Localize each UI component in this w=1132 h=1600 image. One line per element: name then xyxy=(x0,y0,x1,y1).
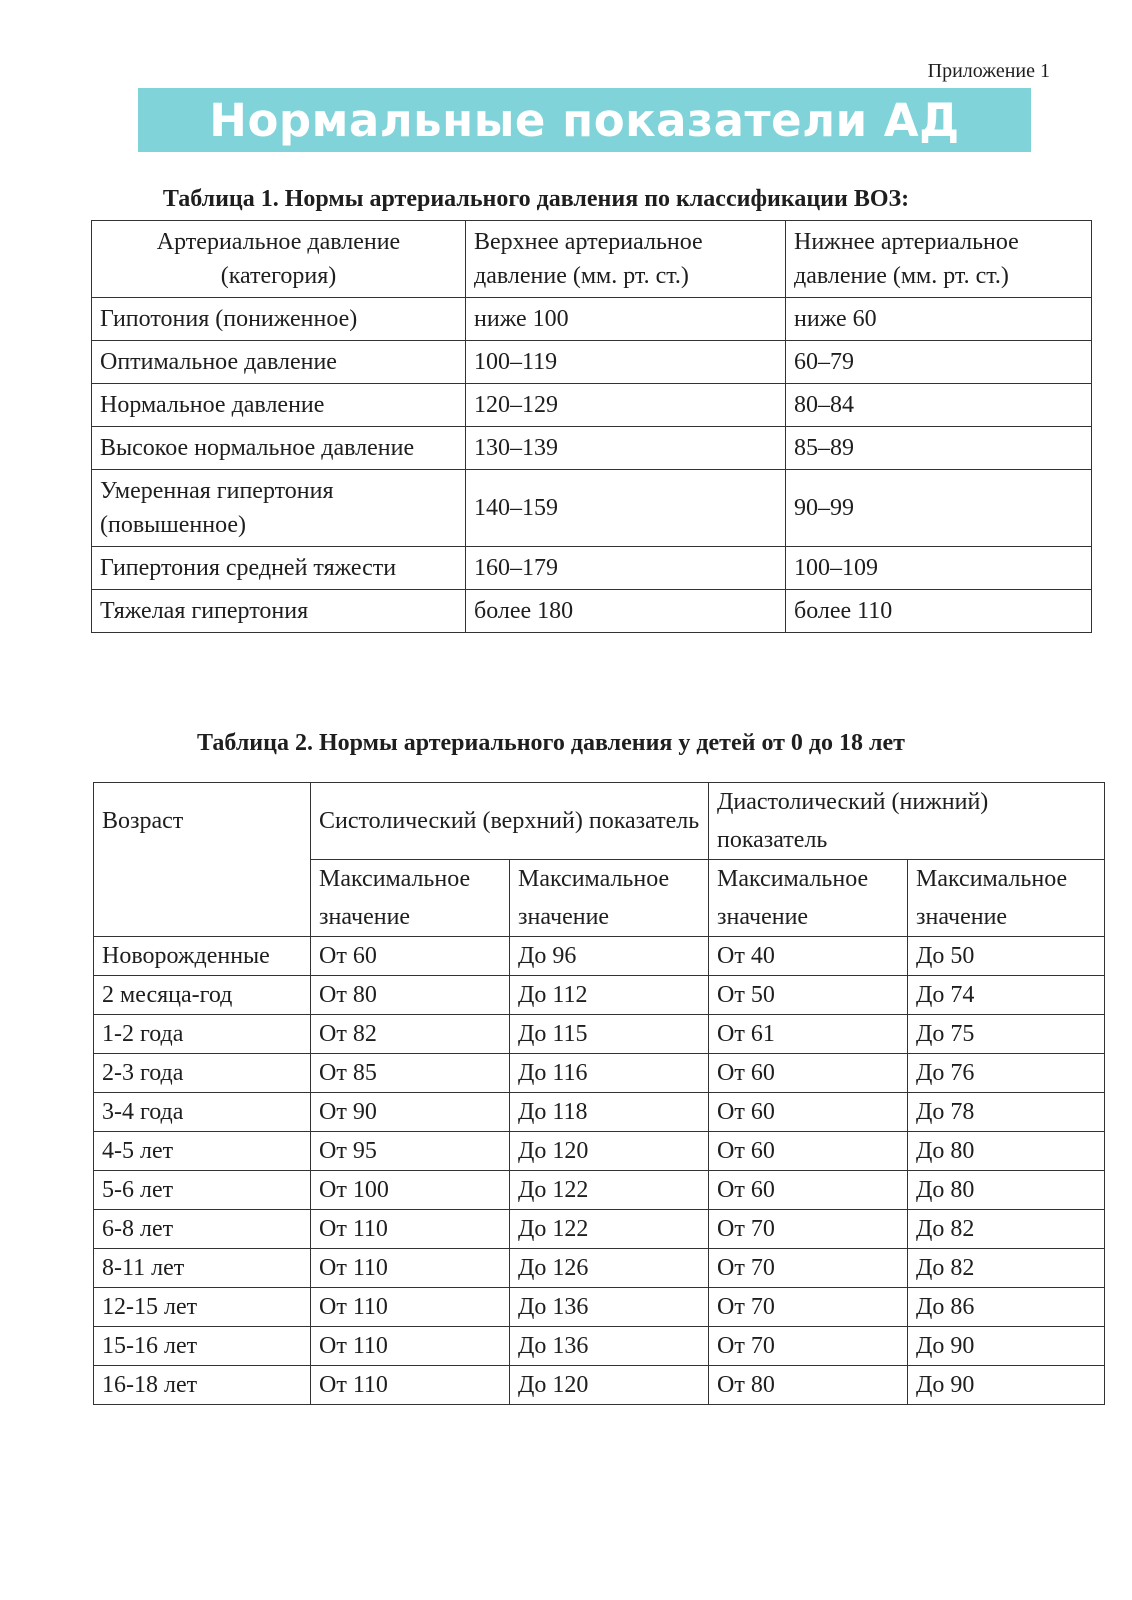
systolic-min-cell: От 110 xyxy=(311,1327,510,1366)
age-cell: 3-4 года xyxy=(94,1093,311,1132)
age-cell: 2-3 года xyxy=(94,1054,311,1093)
diastolic-min-cell: От 50 xyxy=(709,976,908,1015)
diastolic-min-cell: От 70 xyxy=(709,1249,908,1288)
systolic-min-cell: От 82 xyxy=(311,1015,510,1054)
systolic-max-cell: До 118 xyxy=(510,1093,709,1132)
table-header-row xyxy=(92,221,1092,298)
systolic-min-cell: От 90 xyxy=(311,1093,510,1132)
table-row xyxy=(94,1171,1105,1210)
table-row xyxy=(92,298,1092,341)
systolic-cell: 130–139 xyxy=(466,427,786,470)
table-row xyxy=(94,1249,1105,1288)
header-systolic: Верхнее артериальное давление (мм. рт. ст.) xyxy=(466,221,786,298)
header-systolic-group: Систолический (верхний) показатель xyxy=(311,783,709,860)
systolic-max-cell: До 126 xyxy=(510,1249,709,1288)
diastolic-min-cell: От 70 xyxy=(709,1210,908,1249)
table-row xyxy=(94,1132,1105,1171)
diastolic-max-cell: До 74 xyxy=(908,976,1105,1015)
diastolic-max-cell: До 76 xyxy=(908,1054,1105,1093)
age-cell: 5-6 лет xyxy=(94,1171,311,1210)
diastolic-cell: 60–79 xyxy=(786,341,1092,384)
systolic-min-cell: От 110 xyxy=(311,1288,510,1327)
systolic-min-cell: От 80 xyxy=(311,976,510,1015)
systolic-max-cell: До 122 xyxy=(510,1210,709,1249)
age-cell: 4-5 лет xyxy=(94,1132,311,1171)
diastolic-max-cell: До 75 xyxy=(908,1015,1105,1054)
diastolic-max-cell: До 86 xyxy=(908,1288,1105,1327)
diastolic-max-cell: До 90 xyxy=(908,1366,1105,1405)
systolic-cell: 160–179 xyxy=(466,547,786,590)
systolic-cell: 140–159 xyxy=(466,470,786,547)
table-row xyxy=(92,470,1092,547)
table-row xyxy=(92,427,1092,470)
diastolic-min-cell: От 60 xyxy=(709,1171,908,1210)
category-cell: Умеренная гипертония (повышенное) xyxy=(92,470,466,547)
diastolic-min-cell: От 60 xyxy=(709,1093,908,1132)
subheader-diastolic-min: Максимальное значение xyxy=(709,860,908,937)
systolic-max-cell: До 115 xyxy=(510,1015,709,1054)
table-row xyxy=(92,341,1092,384)
table-row xyxy=(92,384,1092,427)
table-row xyxy=(92,590,1092,633)
systolic-max-cell: До 120 xyxy=(510,1366,709,1405)
systolic-max-cell: До 116 xyxy=(510,1054,709,1093)
table-row xyxy=(94,1093,1105,1132)
subheader-systolic-min: Максимальное значение xyxy=(311,860,510,937)
systolic-min-cell: От 110 xyxy=(311,1210,510,1249)
systolic-min-cell: От 100 xyxy=(311,1171,510,1210)
table1-caption: Таблица 1. Нормы артериального давления по классификации ВОЗ: xyxy=(162,186,910,212)
table-row xyxy=(94,1366,1105,1405)
age-cell: 16-18 лет xyxy=(94,1366,311,1405)
diastolic-cell: более 110 xyxy=(786,590,1092,633)
table-row xyxy=(92,547,1092,590)
table-subheader-row xyxy=(94,860,1105,937)
systolic-min-cell: От 95 xyxy=(311,1132,510,1171)
header-category: Артериальное давление (категория) xyxy=(92,221,466,298)
diastolic-cell: 85–89 xyxy=(786,427,1092,470)
systolic-max-cell: До 122 xyxy=(510,1171,709,1210)
systolic-min-cell: От 110 xyxy=(311,1249,510,1288)
systolic-cell: ниже 100 xyxy=(466,298,786,341)
table2-caption: Таблица 2. Нормы артериального давления у детей от 0 до 18 лет xyxy=(197,730,905,756)
category-cell: Высокое нормальное давление xyxy=(92,427,466,470)
table-row xyxy=(94,976,1105,1015)
diastolic-min-cell: От 40 xyxy=(709,937,908,976)
diastolic-min-cell: От 61 xyxy=(709,1015,908,1054)
diastolic-max-cell: До 82 xyxy=(908,1210,1105,1249)
systolic-max-cell: До 136 xyxy=(510,1288,709,1327)
title-banner xyxy=(138,88,1031,152)
appendix-label: Приложение 1 xyxy=(927,60,1050,82)
header-diastolic: Нижнее артериальное давление (мм. рт. ст.) xyxy=(786,221,1092,298)
systolic-max-cell: До 96 xyxy=(510,937,709,976)
systolic-cell: 120–129 xyxy=(466,384,786,427)
systolic-max-cell: До 112 xyxy=(510,976,709,1015)
diastolic-min-cell: От 60 xyxy=(709,1054,908,1093)
table-row xyxy=(94,1054,1105,1093)
subheader-diastolic-max: Максимальное значение xyxy=(908,860,1105,937)
banner-title: Нормальные показатели АД xyxy=(209,93,960,147)
table-row xyxy=(94,937,1105,976)
category-cell: Нормальное давление xyxy=(92,384,466,427)
diastolic-max-cell: До 78 xyxy=(908,1093,1105,1132)
age-cell: 8-11 лет xyxy=(94,1249,311,1288)
header-age: Возраст xyxy=(94,783,311,860)
who-classification-table xyxy=(91,220,1092,633)
category-cell: Оптимальное давление xyxy=(92,341,466,384)
systolic-cell: 100–119 xyxy=(466,341,786,384)
table-header-row xyxy=(94,783,1105,860)
children-norms-table xyxy=(93,782,1105,1405)
systolic-min-cell: От 110 xyxy=(311,1366,510,1405)
table-row xyxy=(94,1288,1105,1327)
age-cell: Новорожденные xyxy=(94,937,311,976)
category-cell: Гипертония средней тяжести xyxy=(92,547,466,590)
category-cell: Гипотония (пониженное) xyxy=(92,298,466,341)
systolic-max-cell: До 136 xyxy=(510,1327,709,1366)
header-age-spacer xyxy=(94,860,311,937)
diastolic-max-cell: До 82 xyxy=(908,1249,1105,1288)
subheader-systolic-max: Максимальное значение xyxy=(510,860,709,937)
header-diastolic-group: Диастолический (нижний) показатель xyxy=(709,783,1105,860)
age-cell: 2 месяца-год xyxy=(94,976,311,1015)
age-cell: 12-15 лет xyxy=(94,1288,311,1327)
age-cell: 15-16 лет xyxy=(94,1327,311,1366)
table-row xyxy=(94,1210,1105,1249)
age-cell: 1-2 года xyxy=(94,1015,311,1054)
diastolic-max-cell: До 80 xyxy=(908,1171,1105,1210)
table-row xyxy=(94,1015,1105,1054)
category-cell: Тяжелая гипертония xyxy=(92,590,466,633)
diastolic-min-cell: От 60 xyxy=(709,1132,908,1171)
table-row xyxy=(94,1327,1105,1366)
systolic-min-cell: От 60 xyxy=(311,937,510,976)
diastolic-max-cell: До 80 xyxy=(908,1132,1105,1171)
systolic-cell: более 180 xyxy=(466,590,786,633)
diastolic-max-cell: До 90 xyxy=(908,1327,1105,1366)
diastolic-cell: 90–99 xyxy=(786,470,1092,547)
diastolic-min-cell: От 80 xyxy=(709,1366,908,1405)
age-cell: 6-8 лет xyxy=(94,1210,311,1249)
diastolic-cell: ниже 60 xyxy=(786,298,1092,341)
diastolic-min-cell: От 70 xyxy=(709,1327,908,1366)
diastolic-min-cell: От 70 xyxy=(709,1288,908,1327)
diastolic-cell: 100–109 xyxy=(786,547,1092,590)
diastolic-cell: 80–84 xyxy=(786,384,1092,427)
diastolic-max-cell: До 50 xyxy=(908,937,1105,976)
systolic-min-cell: От 85 xyxy=(311,1054,510,1093)
systolic-max-cell: До 120 xyxy=(510,1132,709,1171)
